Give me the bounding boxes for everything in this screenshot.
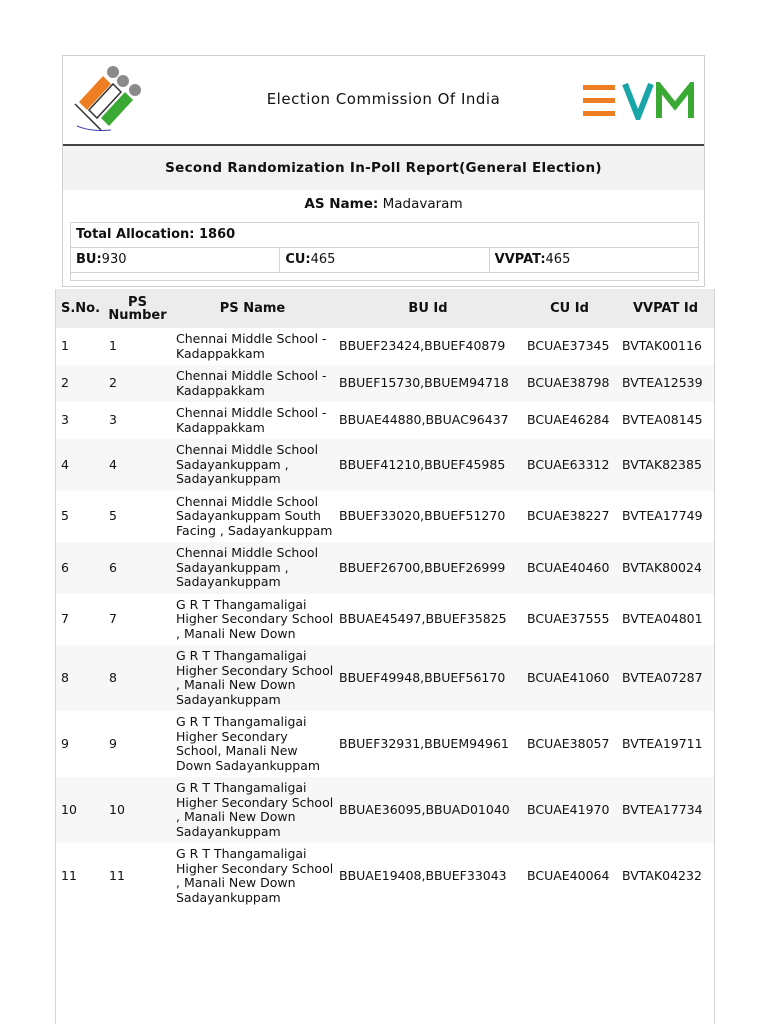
cell-cu-id: BCUAE40460 <box>522 542 617 594</box>
cell-vvpat-id: BVTEA08145 <box>622 412 703 428</box>
as-name-label: AS Name: <box>304 196 379 212</box>
cell-bu-id: BBUAE45497,BBUEF35825 <box>339 611 507 626</box>
cell-ps-name: G R T Thangamaligai Higher Secondary School , Manali New Down Sadayankuppam <box>171 777 334 843</box>
header-sno: S.No. <box>56 289 104 328</box>
report-header-card <box>62 55 705 287</box>
cu-value: 465 <box>310 252 336 267</box>
cell-bu-id: BBUEF32931,BBUEM94961 <box>339 735 509 751</box>
cell-bu-id: BBUAE19408,BBUEF33043 <box>339 867 507 883</box>
cell-ps-number: 5 <box>109 508 117 523</box>
cell-ps-number: 6 <box>104 542 171 594</box>
cell-sno: 6 <box>56 542 104 594</box>
cell-bu-id: BBUAE36095,BBUAD01040 <box>334 777 522 843</box>
table-row <box>56 542 714 594</box>
vvpat-label: VVPAT: <box>494 252 546 267</box>
cell-vvpat-id: BVTAK04232 <box>622 867 702 883</box>
cell-ps-name: G R T Thangamaligai Higher Secondary School , Manali New Down Sadayankuppam <box>171 645 334 711</box>
cell-ps-number: 3 <box>109 412 117 428</box>
table-row <box>56 777 714 843</box>
cell-ps-name: Chennai Middle School Sadayankuppam South Facing , Sadayankuppam <box>176 493 333 538</box>
header-ps-number: PS Number <box>104 289 171 328</box>
cell-ps-number: 2 <box>104 365 171 402</box>
table-row <box>56 491 714 543</box>
cell-sno: 11 <box>61 867 77 883</box>
randomization-table-wrap <box>55 289 715 1024</box>
cell-bu-id: BBUEF23424,BBUEF40879 <box>339 338 506 354</box>
vvpat-value: 465 <box>545 252 571 267</box>
cell-sno: 3 <box>61 412 69 428</box>
cell-vvpat-id: BVTEA17749 <box>622 508 703 523</box>
cell-vvpat-id: BVTAK80024 <box>617 542 714 594</box>
cell-ps-number: 4 <box>104 439 171 491</box>
total-allocation <box>71 223 698 248</box>
cell-cu-id: BCUAE63312 <box>522 439 617 491</box>
cell-vvpat-id: BVTAK82385 <box>617 439 714 491</box>
cell-cu-id: BCUAE46284 <box>527 412 610 428</box>
bu-allocation <box>71 248 280 272</box>
cell-sno: 9 <box>61 735 69 751</box>
cell-bu-id: BBUEF26700,BBUEF26999 <box>334 542 522 594</box>
header-title: Election Commission Of India <box>266 90 501 108</box>
total-allocation-value: 1860 <box>199 227 236 242</box>
cell-ps-name: Chennai Middle School - Kadappakkam <box>171 365 334 402</box>
table-row <box>56 645 714 711</box>
cell-ps-name: Chennai Middle School - Kadappakkam <box>176 331 327 361</box>
cell-bu-id: BBUEF49948,BBUEF56170 <box>334 645 522 711</box>
cell-ps-name: G R T Thangamaligai Higher Secondary School, Manali New Down Sadayankuppam <box>176 714 321 773</box>
cell-bu-id: BBUEF33020,BBUEF51270 <box>339 508 506 523</box>
total-allocation-label: Total Allocation: <box>76 227 195 242</box>
cell-ps-number: 9 <box>109 735 117 751</box>
table-row <box>56 328 714 365</box>
cell-vvpat-id: BVTEA12539 <box>617 365 714 402</box>
cell-vvpat-id: BVTEA04801 <box>622 611 703 626</box>
header-bu-id: BU Id <box>334 289 522 328</box>
header <box>63 56 704 146</box>
cell-bu-id: BBUAE44880,BBUAC96437 <box>339 412 509 428</box>
table-row <box>56 843 714 909</box>
randomization-table <box>56 289 714 909</box>
cell-cu-id: BCUAE37555 <box>527 611 610 626</box>
header-vvpat-id: VVPAT Id <box>617 289 714 328</box>
cell-vvpat-id: BVTAK00116 <box>622 338 702 354</box>
cell-sno: 2 <box>56 365 104 402</box>
table-row <box>56 439 714 491</box>
cell-sno: 8 <box>56 645 104 711</box>
cell-vvpat-id: BVTEA19711 <box>622 735 703 751</box>
table-row <box>56 711 714 777</box>
allocation-table <box>70 222 699 281</box>
cell-sno: 7 <box>61 611 69 626</box>
cell-cu-id: BCUAE38057 <box>527 735 610 751</box>
allocation-spacer <box>71 273 698 280</box>
cell-ps-name: Chennai Middle School Sadayankuppam , Sadayankuppam <box>171 542 334 594</box>
cell-ps-name: Chennai Middle School Sadayankuppam , Sadayankuppam <box>171 439 334 491</box>
table-row <box>56 594 714 646</box>
report-title: Second Randomization In-Poll Report(General Election) <box>63 146 704 190</box>
cell-cu-id: BCUAE41970 <box>522 777 617 843</box>
cell-bu-id: BBUEF41210,BBUEF45985 <box>334 439 522 491</box>
cell-sno: 4 <box>56 439 104 491</box>
as-name-value: Madavaram <box>382 196 463 212</box>
cu-label: CU: <box>285 252 311 267</box>
allocation-breakdown <box>71 248 698 273</box>
cell-ps-name: Chennai Middle School - Kadappakkam <box>176 405 327 435</box>
cell-ps-name: G R T Thangamaligai Higher Secondary School , Manali New Down <box>176 596 334 641</box>
cell-ps-name: G R T Thangamaligai Higher Secondary School , Manali New Down Sadayankuppam <box>176 846 334 905</box>
evm-logo <box>583 82 697 120</box>
header-cu-id: CU Id <box>522 289 617 328</box>
bu-label: BU: <box>76 252 102 267</box>
bu-value: 930 <box>101 252 127 267</box>
cell-bu-id: BBUEF15730,BBUEM94718 <box>334 365 522 402</box>
cell-cu-id: BCUAE41060 <box>522 645 617 711</box>
cell-cu-id: BCUAE38227 <box>527 508 610 523</box>
cell-vvpat-id: BVTEA17734 <box>617 777 714 843</box>
cell-ps-number: 11 <box>109 867 125 883</box>
cell-cu-id: BCUAE38798 <box>522 365 617 402</box>
header-ps-name: PS Name <box>171 289 334 328</box>
table-row <box>56 365 714 402</box>
as-name-row <box>63 190 704 218</box>
cell-ps-number: 7 <box>109 611 117 626</box>
cell-vvpat-id: BVTEA07287 <box>617 645 714 711</box>
cu-allocation <box>280 248 489 272</box>
vvpat-allocation <box>490 248 698 272</box>
cell-cu-id: BCUAE37345 <box>527 338 610 354</box>
cell-sno: 1 <box>61 338 69 354</box>
cell-sno: 10 <box>56 777 104 843</box>
cell-ps-number: 10 <box>104 777 171 843</box>
cell-ps-number: 1 <box>109 338 117 354</box>
table-header-row <box>56 289 714 328</box>
table-row <box>56 402 714 439</box>
cell-sno: 5 <box>61 508 69 523</box>
cell-ps-number: 8 <box>104 645 171 711</box>
cell-cu-id: BCUAE40064 <box>527 867 610 883</box>
